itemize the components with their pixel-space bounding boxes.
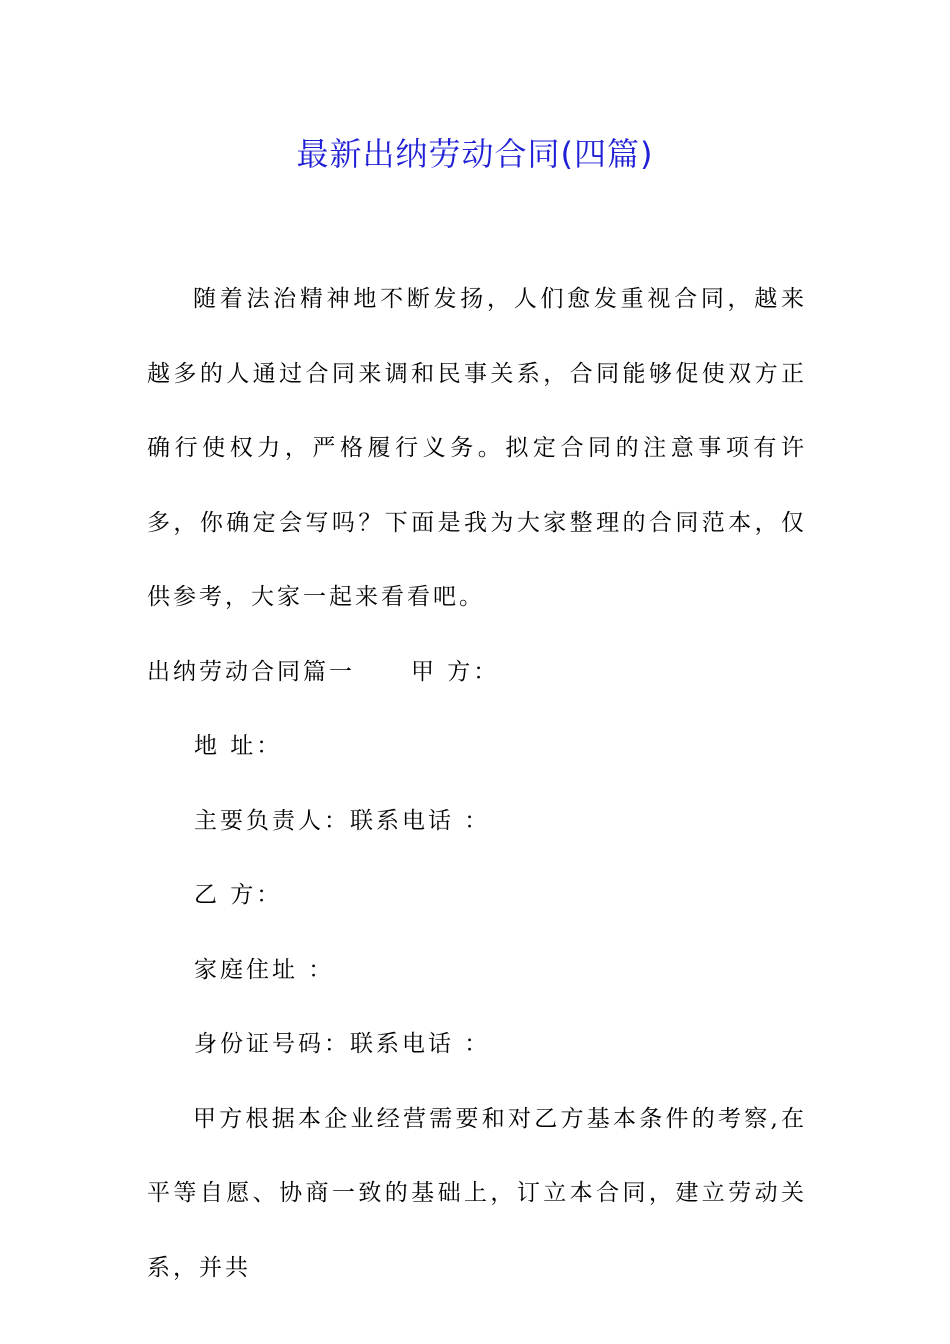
section-heading-line (147, 635, 807, 710)
document-body (147, 262, 807, 1305)
address-line: 地 址： (194, 733, 283, 759)
document-title: 最新出纳劳动合同(四篇) (296, 135, 654, 173)
home-address-line: 家庭住址 ： (194, 956, 335, 983)
principal-line: 主要负责人：联系电话 ： (194, 807, 491, 834)
id-number-line: 身份证号码：联系电话 ： (194, 1031, 491, 1057)
party-b-line: 乙 方： (194, 882, 283, 908)
party-a-label: 甲 方： (411, 658, 500, 685)
clause-intro-paragraph: 甲方根据本企业经营需要和对乙方基本条件的考察,在平等自愿、协商一致的基础上，订立本合同，建立劳动关系，并共 (147, 1105, 807, 1281)
section-heading: 出纳劳动合同篇一 (147, 658, 355, 685)
intro-paragraph: 随着法治精神地不断发扬，人们愈发重视合同，越来越多的人通过合同来调和民事关系，合同能够促使双方正确行使权力，严格履行义务。拟定合同的注意事项有许多，你确定会写吗？下面是我为大家整理的合同范本，仅供参考，大家一起来看看吧。 (147, 286, 807, 610)
